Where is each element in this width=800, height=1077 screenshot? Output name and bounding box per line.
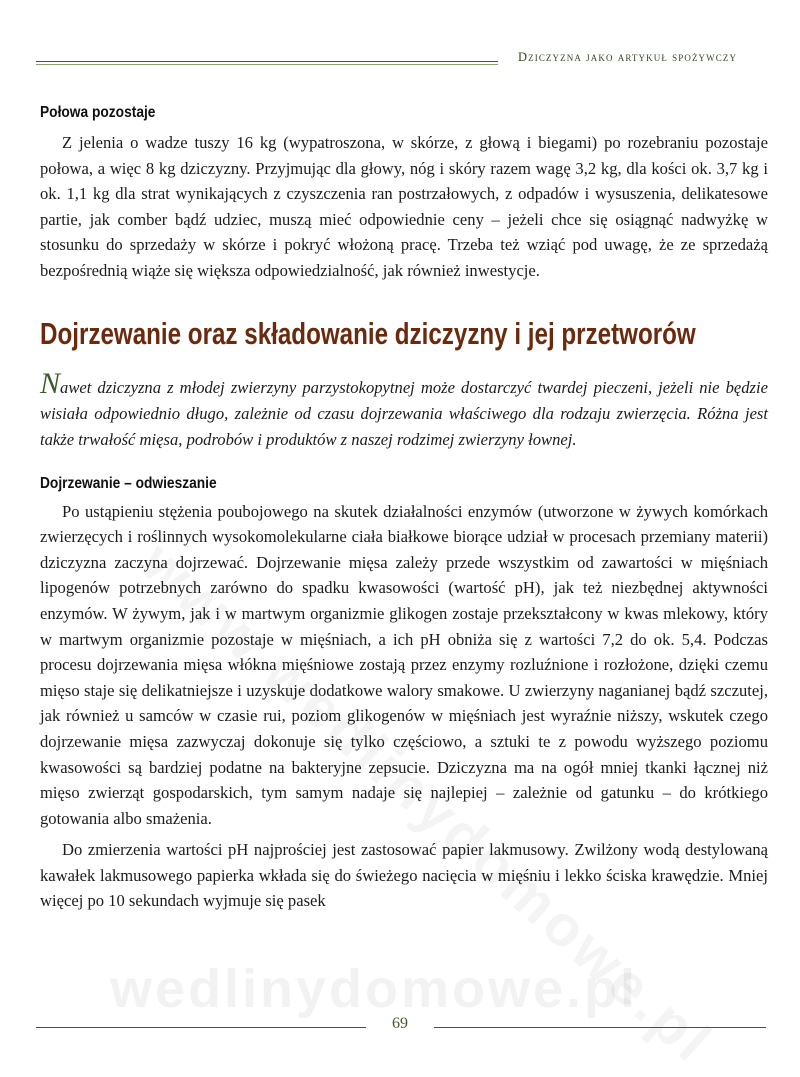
- chapter-lead: [40, 366, 768, 453]
- footer-rule-left: [36, 1027, 366, 1028]
- page-number: 69: [392, 1015, 408, 1032]
- header-rule-secondary: [36, 64, 498, 65]
- section-heading-ageing: Dojrzewanie – odwieszanie: [40, 474, 217, 492]
- paragraph-ageing-2: Do zmierzenia wartości pH najprościej jest zastosować papier lakmusowy. Zwilżony wodą destylowaną kawałek lakmusowego papierka wkłada się do świeżego nacięcia w mięśniu i lekko ściska krawędzie. Mniej więcej po 10 sekundach wyjmuje się pasek: [40, 840, 768, 911]
- running-head: Dziczyzna jako artykuł spożywczy: [518, 50, 738, 64]
- lead-initial: N: [40, 366, 61, 400]
- page-content: [40, 100, 768, 914]
- footer-rule-right: [434, 1027, 766, 1028]
- paragraph-half-remains: Z jelenia o wadze tuszy 16 kg (wypatroszona, w skórze, z głową i biegami) po rozebraniu pozostaje połowa, a więc 8 kg dziczyzny. Przyjmując dla głowy, nóg i skóry razem wagę 3,2 kg, dla kości ok. 3,7 kg i ok. 1,1 kg dla strat wynikających z czyszczenia ran postrzałowych, z odpadów i wysuszenia, delikatesowe partie, jak comber bądź udziec, muszą mieć odpowiednie ceny – jeżeli chce się osiągnąć nadwyżkę w stosunku do sprzedaży w skórze i pokryć włożoną pracę. Trzeba też wziąć pod uwagę, że ze sprzedażą bezpośrednią wiąże się większa odpowiedzialność, jak również inwestycje.: [40, 133, 768, 280]
- paragraph-ageing-1: Po ustąpieniu stężenia poubojowego na skutek działalności enzymów (utworzone w żywych komórkach zwierzęcych i roślinnych wysokomolekularne ciała białkowe biorące udział w procesach przemiany materii) dziczyzna zaczyna dojrzewać. Dojrzewanie mięsa zależy przede wszystkim od zawartości w mięśniach lipogenów potrzebnych zarówno do spadku kwasowości (wartość pH), jak też niezbędnej aktywności enzymów. W żywym, jak i w martwym organizmie glikogen zostaje przekształcony w kwas mlekowy, który w martwym organizmie pozostaje w mięśniach, a ich pH obniża się z wartości 7,2 do ok. 5,4. Podczas procesu dojrzewania mięsa włókna mięśniowe zostają przez enzymy rozluźnione i rozłożone, dzięki czemu mięso staje się delikatniejsze i uzyskuje dodatkowe walory smakowe. U zwierzyny naganianej bądź szczutej, jak również u samców w czasie rui, poziom glikogenów w mięśniach jest wyraźnie niższy, wskutek czego dojrzewanie mięsa zazwyczaj dokonuje się tylko częściowo, a sztuki te z powodu wyższego poziomu kwasowości są bardziej podatne na bakteryjne zepsucie. Dziczyzna ma na ogół mniej tkanki łącznej niż mięso zwierząt gospodarskich, tym samym nadaje się najlepiej – zależnie od gatunku – do krótkiego gotowania albo smażenia.: [40, 501, 768, 828]
- section-heading-half-remains: Połowa pozostaje: [40, 104, 156, 121]
- chapter-title: Dojrzewanie oraz składowanie dziczyzny i jej przetworów: [40, 315, 696, 351]
- header-rule: [36, 61, 498, 62]
- lead-text: awet dziczyzna z młodej zwierzyny parzystokopytnej może dostarczyć twardej pieczeni, jeżeli nie będzie wisiała odpowiednio długo, zależnie od czasu dojrzewania właściwego dla rodzaju zwierzęcia. Różna jest także trwałość mięsa, podrobów i produktów z naszej rodzimej zwierzyny łownej.: [40, 377, 768, 449]
- watermark: wedlinydomowe.pl: [110, 959, 639, 1019]
